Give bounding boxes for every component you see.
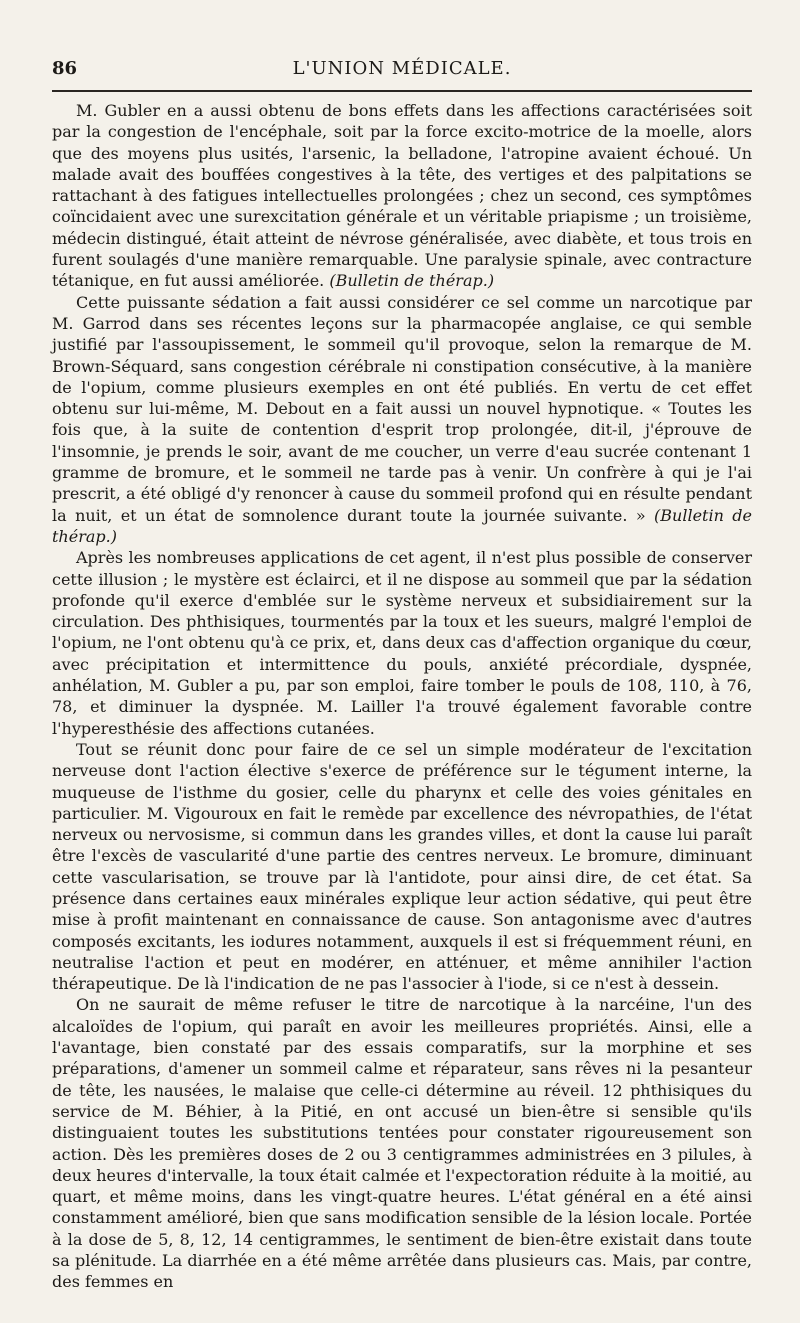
paragraph (52, 739, 752, 995)
paragraph-text: On ne saurait de même refuser le titre de narcotique à la narcéine, l'un des alcaloïdes de l'opium, qui paraît en avoir les meilleures propriétés. Ainsi, elle a l'avantage, bien constaté par des essais comparatifs, sur la morphine et ses préparations, d'amener un sommeil calme et réparateur, sans rêves ni la pesanteur de tête, les nausées, le malaise que celle-ci détermine au réveil. 12 phthisiques du service de M. Béhier, à la Pitié, en ont accusé un bien-être si sensible qu'ils distinguaient toutes les substitutions tentées pour constater rigoureusement son action. Dès les premières doses de 2 ou 3 centigrammes administrées en 3 pilules, à deux heures d'intervalle, la toux était calmée et l'expectoration réduite à la moitié, au quart, et même moins, dans les vingt-quatre heures. L'état général en a été ainsi constamment amélioré, bien que sans modification sensible de la lésion locale. Portée à la dose de 5, 8, 12, 14 centigrammes, le sentiment de bien-être existait dans toute sa plénitude. La diarrhée en a été même arrêtée dans plusieurs cas. Mais, par contre, des femmes en (52, 995, 752, 1292)
body-text (52, 100, 752, 1293)
paragraph-text: Cette puissante sédation a fait aussi considérer ce sel comme un narcotique par M. Garrod dans ses récentes leçons sur la pharmacopée anglaise, ce qui semble justifié par l'assoupissement, le sommeil qu'il provoque, selon la remarque de M. Brown-Séquard, sans congestion cérébrale ni constipation consécutive, à la manière de l'opium, comme plusieurs exemples en ont été publiés. En vertu de cet effet obtenu sur lui-même, M. Debout en a fait aussi un nouvel hypnotique. « Toutes les fois que, à la suite de contention d'esprit trop prolongée, dit-il, j'éprouve de l'insomnie, je prends le soir, avant de me coucher, un verre d'eau sucrée contenant 1 gramme de bromure, et le sommeil ne tarde pas à venir. Un confrère à qui je l'ai prescrit, a été obligé d'y renoncer à cause du sommeil profond qui en résulte pendant la nuit, et un état de somnolence durant toute la journée suivante. » (52, 292, 752, 525)
paragraph-text: M. Gubler en a aussi obtenu de bons effets dans les affections caractérisées soit par la congestion de l'encéphale, soit par la force excito-motrice de la moelle, alors que des moyens plus usités, l'arsenic, la belladone, l'atropine avaient échoué. Un malade avait des bouffées congestives à la tête, des vertiges et des palpitations se rattachant à des fatigues intellectuelles prolongées ; chez un second, ces symptômes coïncidaient avec une surexcitation générale et un véritable priapisme ; un troisième, médecin distingué, était atteint de névrose généralisée, avec diabète, et tous trois en furent soulagés d'une manière remarquable. Une paralysie spinale, avec contracture tétanique, en fut aussi améliorée. (52, 101, 752, 291)
paragraph-text: Tout se réunit donc pour faire de ce sel un simple modérateur de l'excitation nerveuse dont l'action élective s'exerce de préférence sur le tégument interne, la muqueuse de l'isthme du gosier, celle du pharynx et celle des voies génitales en particulier. M. Vigouroux en fait le remède par excellence des névropathies, de l'état nerveux ou nervosisme, si commun dans les grandes villes, et dont la cause lui paraît être l'excès de vascularité d'une partie des centres nerveux. Le bromure, diminuant cette vascularisation, se trouve par là l'antidote, pour ainsi dire, de cet état. Sa présence dans certaines eaux minérales explique leur action sédative, qui peut être mise à profit maintenant en connaissance de cause. Son antagonisme avec d'autres composés excitants, les iodures notamment, auxquels il est si fréquemment réuni, en neutralise l'action et peut en modérer, en atténuer, et même annihiler l'action thérapeutique. De là l'indication de ne pas l'associer à l'iode, si ce n'est à dessein. (52, 739, 752, 994)
citation: (Bulletin de thérap.) (52, 505, 753, 546)
citation: (Bulletin de thérap.) (329, 271, 495, 291)
header-rule (52, 90, 752, 92)
running-title: L'UNION MÉDICALE. (292, 58, 512, 79)
page-number: 86 (52, 58, 78, 79)
paragraph (52, 547, 752, 739)
paragraph (52, 100, 752, 292)
page-header (52, 56, 752, 84)
paragraph (52, 292, 752, 548)
paragraph-text: Après les nombreuses applications de cet agent, il n'est plus possible de conserver cette illusion ; le mystère est éclairci, et il ne dispose au sommeil que par la sédation profonde qu'il exerce d'emblée sur le système nerveux et subsidiairement sur la circulation. Des phthisiques, tourmentés par la toux et les sueurs, malgré l'emploi de l'opium, ne l'ont obtenu qu'à ce prix, et, dans deux cas d'affection organique du cœur, avec précipitation et intermittence du pouls, anxiété précordiale, dyspnée, anhélation, M. Gubler a pu, par son emploi, faire tomber le pouls de 108, 110, à 76, 78, et diminuer la dyspnée. M. Lailler l'a trouvé également favorable contre l'hyperesthésie des affections cutanées. (52, 548, 752, 738)
paragraph (52, 994, 752, 1292)
